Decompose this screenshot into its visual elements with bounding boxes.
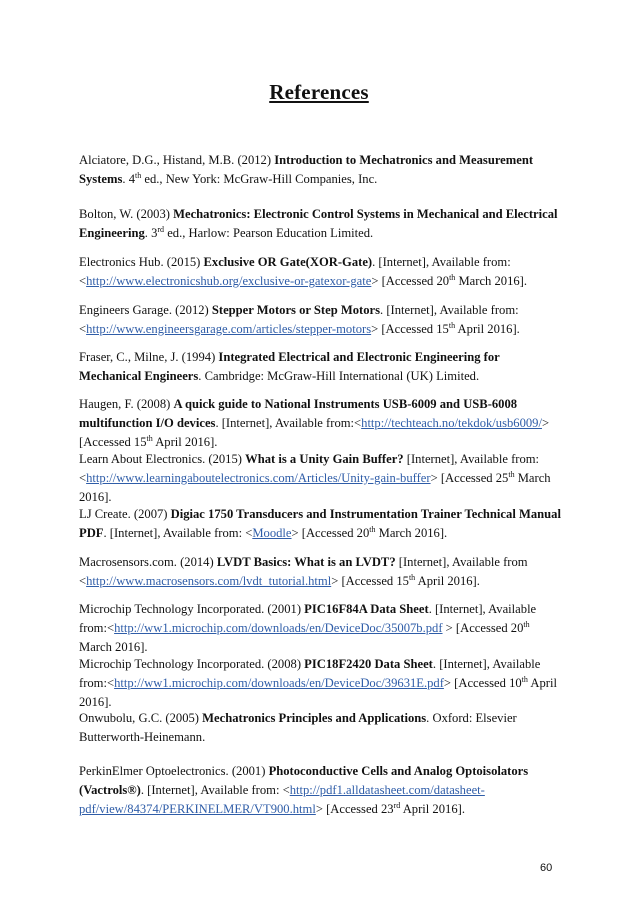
reference-superscript: th [146, 433, 153, 443]
reference-entry [79, 253, 563, 291]
reference-title: LVDT Basics: What is an LVDT? [216, 555, 396, 569]
reference-text: > [Accessed 15 [371, 322, 449, 336]
reference-superscript: rd [393, 800, 401, 810]
reference-superscript: th [508, 469, 515, 479]
reference-text: March 2016]. [79, 471, 551, 504]
reference-authors: Fraser, C., Milne, J. (1994) [79, 350, 219, 364]
reference-text: . [Internet], Available from: < [79, 255, 511, 288]
reference-authors: Engineers Garage. (2012) [79, 303, 212, 317]
reference-text: April 2016]. [400, 802, 465, 816]
reference-text: March 2016]. [455, 274, 528, 288]
reference-entry [79, 205, 563, 243]
reference-title: Photoconductive Cells and Analog Optoisolators (Vactrols®) [79, 764, 529, 797]
reference-text: > [Accessed 20 [371, 274, 450, 288]
reference-superscript: rd [157, 224, 165, 234]
reference-authors: Bolton, W. (2003) [79, 207, 174, 221]
reference-text: [Internet], Available from: < [79, 452, 540, 485]
reference-link[interactable]: http://www.electronicshub.org/exclusive-or-gatexor-gate [86, 274, 372, 288]
reference-entry [79, 348, 563, 386]
page-title: References [269, 80, 369, 104]
reference-entry [79, 301, 563, 339]
reference-title: A quick guide to National Instruments USB-6009 and USB-6008 multifunction I/O devices [79, 397, 518, 430]
reference-authors: PerkinElmer Optoelectronics. (2001) [79, 764, 269, 778]
reference-link[interactable]: http://ww1.microchip.com/downloads/en/DeviceDoc/39631E.pdf [114, 676, 444, 690]
reference-text: ed., New York: McGraw-Hill Companies, Inc. [141, 172, 378, 186]
reference-link[interactable]: http://ww1.microchip.com/downloads/en/DeviceDoc/35007b.pdf [114, 621, 443, 635]
reference-text: April 2016]. [79, 676, 557, 709]
reference-authors: Microchip Technology Incorporated. (2008) [79, 657, 305, 671]
reference-text: . 4 [122, 172, 135, 186]
reference-entry [79, 395, 563, 452]
reference-text: . Oxford: Elsevier Butterworth-Heinemann. [79, 711, 517, 744]
reference-link[interactable]: http://techteach.no/tekdok/usb6009/ [361, 416, 542, 430]
reference-text: . [Internet], Available from: < [103, 526, 253, 540]
reference-text: April 2016]. [415, 574, 480, 588]
reference-text: > [Accessed 15 [331, 574, 409, 588]
reference-authors: LJ Create. (2007) [79, 507, 171, 521]
reference-authors: Learn About Electronics. (2015) [79, 452, 246, 466]
reference-text: . Cambridge: McGraw-Hill International (UK) Limited. [198, 369, 480, 383]
reference-authors: Microchip Technology Incorporated. (2001) [79, 602, 305, 616]
reference-title: What is a Unity Gain Buffer? [245, 452, 404, 466]
reference-text: > [Accessed 20 [291, 526, 370, 540]
reference-superscript: th [449, 272, 456, 282]
reference-link[interactable]: Moodle [252, 526, 292, 540]
reference-superscript: th [408, 572, 416, 582]
reference-title: Mechatronics Principles and Applications [202, 711, 427, 725]
reference-title: Introduction to Mechatronics and Measurement Systems [79, 153, 534, 186]
reference-superscript: th [523, 619, 530, 629]
reference-superscript: th [521, 674, 528, 684]
reference-title: PIC18F2420 Data Sheet [304, 657, 433, 671]
reference-entry [79, 505, 563, 543]
reference-link[interactable]: http://www.macrosensors.com/lvdt_tutorial.html [86, 574, 332, 588]
reference-title: Exclusive OR Gate(XOR-Gate) [203, 255, 373, 269]
reference-title: Digiac 1750 Transducers and Instrumentation Trainer Technical Manual PDF [79, 507, 561, 540]
reference-entry [79, 709, 563, 747]
reference-title: Integrated Electrical and Electronic Engineering for Mechanical Engineers [79, 350, 500, 383]
page-number: 60 [540, 862, 553, 874]
reference-title: Mechatronics: Electronic Control Systems in Mechanical and Electrical Engineering [79, 207, 558, 240]
reference-text: > [Accessed 25 [430, 471, 509, 485]
reference-text: > [Accessed 23 [315, 802, 394, 816]
reference-authors: Electronics Hub. (2015) [79, 255, 204, 269]
reference-text: . [Internet], Available from:< [79, 602, 537, 635]
reference-entry [79, 762, 563, 819]
reference-title: Stepper Motors or Step Motors [211, 303, 381, 317]
reference-superscript: th [369, 524, 376, 534]
reference-text: April 2016]. [152, 435, 218, 449]
reference-text: [Internet], Available from < [79, 555, 528, 588]
reference-superscript: th [134, 170, 142, 180]
reference-superscript: th [448, 320, 456, 330]
reference-link[interactable]: http://pdf1.alldatasheet.com/datasheet-pdf/view/84374/PERKINELMER/VT900.html [79, 783, 485, 816]
reference-link[interactable]: http://www.learningaboutelectronics.com/Articles/Unity-gain-buffer [86, 471, 431, 485]
reference-authors: Haugen, F. (2008) [79, 397, 174, 411]
reference-link[interactable]: http://www.engineersgarage.com/articles/stepper-motors [86, 322, 372, 336]
reference-text: > [Accessed 20 [442, 621, 524, 635]
reference-text: ed., Harlow: Pearson Education Limited. [164, 226, 374, 240]
reference-text: . [Internet], Available from:< [79, 657, 541, 690]
reference-entry [79, 655, 563, 712]
reference-text: > [Accessed 10 [443, 676, 522, 690]
reference-title: PIC16F84A Data Sheet [304, 602, 429, 616]
reference-text: March 2016]. [79, 640, 148, 654]
reference-entry [79, 553, 563, 591]
reference-text: April 2016]. [455, 322, 520, 336]
reference-entry [79, 600, 563, 657]
reference-authors: Onwubolu, G.C. (2005) [79, 711, 203, 725]
reference-text: . [Internet], Available from: < [79, 303, 519, 336]
reference-text: . 3 [144, 226, 158, 240]
reference-text: > [Accessed 15 [79, 416, 550, 449]
reference-authors: Alciatore, D.G., Histand, M.B. (2012) [79, 153, 275, 167]
reference-authors: Macrosensors.com. (2014) [79, 555, 217, 569]
reference-text: March 2016]. [375, 526, 448, 540]
reference-entry [79, 151, 563, 189]
reference-text: . [Internet], Available from:< [215, 416, 362, 430]
reference-entry [79, 450, 563, 507]
reference-text: . [Internet], Available from: < [140, 783, 290, 797]
